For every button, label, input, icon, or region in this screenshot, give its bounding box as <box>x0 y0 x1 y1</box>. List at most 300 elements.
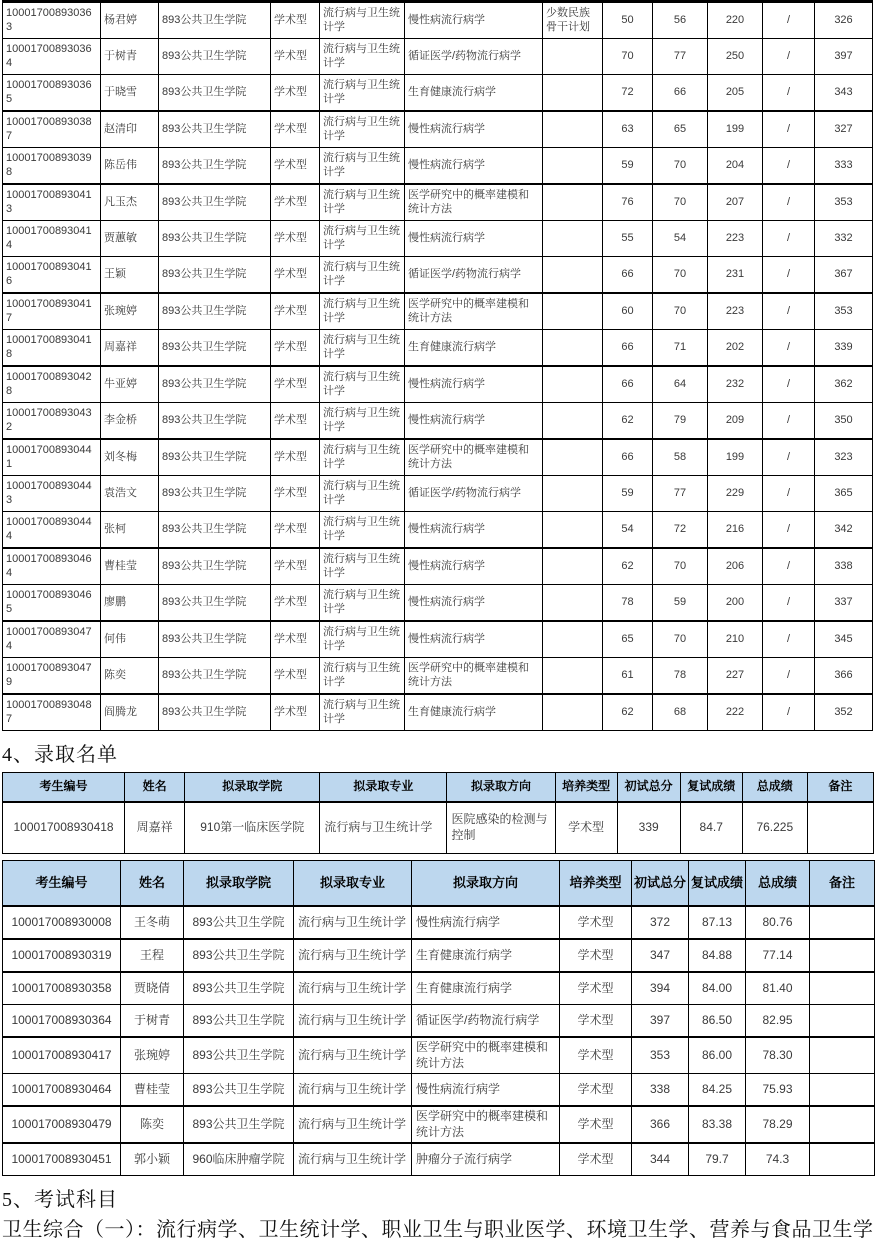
table-cell: 学术型 <box>560 906 632 939</box>
table-cell: 893公共卫生学院 <box>184 1037 294 1074</box>
table-cell: 231 <box>708 257 763 294</box>
table-cell: 流行病与卫生统计学 <box>320 75 405 112</box>
table-cell: 慢性病流行病学 <box>405 366 543 403</box>
table-cell: 张琬婷 <box>101 293 159 330</box>
column-header: 备注 <box>810 861 875 907</box>
table-cell: 学术型 <box>271 548 320 585</box>
table-cell: 80.76 <box>746 906 810 939</box>
table-cell: 362 <box>815 366 873 403</box>
table-cell: 79 <box>653 403 708 440</box>
table-cell: 71 <box>653 330 708 367</box>
table-cell: / <box>763 512 815 549</box>
table-cell: 学术型 <box>271 148 320 185</box>
table-cell: 893公共卫生学院 <box>184 972 294 1005</box>
table-cell <box>543 293 603 330</box>
section-title-exam-subjects: 5、考试科目 <box>2 1189 118 1212</box>
table-cell: 199 <box>708 439 763 476</box>
column-header: 培养类型 <box>560 861 632 907</box>
table-row <box>3 2 873 39</box>
table-row <box>3 585 873 622</box>
table-cell: 廖鹏 <box>101 585 159 622</box>
table-cell: 100017008930364 <box>3 1005 121 1038</box>
table-cell: 347 <box>632 939 689 972</box>
table-cell: 62 <box>603 548 653 585</box>
table-cell: 流行病与卫生统计学 <box>320 257 405 294</box>
table-cell: 893公共卫生学院 <box>159 512 271 549</box>
table-cell: 100017008930444 <box>3 512 101 549</box>
table-cell: 100017008930358 <box>3 972 121 1005</box>
table-cell: 流行病与卫生统计学 <box>294 1143 412 1176</box>
table-cell: 66 <box>603 257 653 294</box>
table-cell: 流行病与卫生统计学 <box>320 548 405 585</box>
table-cell: 流行病与卫生统计学 <box>320 802 447 854</box>
table-cell: 72 <box>603 75 653 112</box>
table-row <box>3 939 875 972</box>
table-cell: 893公共卫生学院 <box>159 548 271 585</box>
table-cell: 曹桂莹 <box>121 1074 184 1107</box>
table-cell: 慢性病流行病学 <box>405 512 543 549</box>
table-row <box>3 1005 875 1038</box>
table-cell: 100017008930414 <box>3 221 101 257</box>
table-cell: 63 <box>603 111 653 148</box>
table-cell: 学术型 <box>271 75 320 112</box>
column-header: 初试总分 <box>632 861 689 907</box>
table-cell: 204 <box>708 148 763 185</box>
admission-table-1 <box>2 772 874 854</box>
table-cell: 100017008930387 <box>3 111 101 148</box>
table-cell: / <box>763 694 815 731</box>
table-cell: 少数民族骨干计划 <box>543 2 603 39</box>
table-cell: / <box>763 39 815 75</box>
column-header: 考生编号 <box>3 861 121 907</box>
table-cell: 76.225 <box>742 802 807 854</box>
table-cell: 100017008930479 <box>3 658 101 695</box>
table-cell: 893公共卫生学院 <box>159 330 271 367</box>
table-cell: 循证医学/药物流行病学 <box>405 257 543 294</box>
table-cell: / <box>763 111 815 148</box>
table-cell: 345 <box>815 621 873 658</box>
table-cell: / <box>763 148 815 185</box>
table-cell <box>543 658 603 695</box>
table-cell: 72 <box>653 512 708 549</box>
exam-subjects-text: 卫生综合（一）：流行病学、卫生统计学、职业卫生与职业医学、环境卫生学、营养与食品卫生学 <box>2 1219 874 1242</box>
table-cell: 893公共卫生学院 <box>184 1005 294 1038</box>
table-cell: 流行病与卫生统计学 <box>320 148 405 185</box>
table-cell: 65 <box>603 621 653 658</box>
table-cell: 医学研究中的概率建模和统计方法 <box>405 184 543 221</box>
table-cell: 893公共卫生学院 <box>159 694 271 731</box>
table-cell <box>543 184 603 221</box>
table-cell: 893公共卫生学院 <box>159 366 271 403</box>
table-cell: 流行病与卫生统计学 <box>320 330 405 367</box>
table-row <box>3 366 873 403</box>
table-cell: 84.00 <box>689 972 746 1005</box>
table-cell: 70 <box>653 257 708 294</box>
table-cell: 学术型 <box>560 939 632 972</box>
table-cell: 56 <box>653 2 708 39</box>
table-cell: 338 <box>632 1074 689 1107</box>
table-cell: 流行病与卫生统计学 <box>320 658 405 695</box>
table-cell: 216 <box>708 512 763 549</box>
table-cell: 学术型 <box>560 1005 632 1038</box>
table-cell: 893公共卫生学院 <box>159 476 271 512</box>
column-header: 备注 <box>807 773 873 803</box>
table-cell <box>543 221 603 257</box>
column-header: 拟录取学院 <box>184 861 294 907</box>
table-cell: 87.13 <box>689 906 746 939</box>
table-cell: 61 <box>603 658 653 695</box>
table-cell: 66 <box>603 366 653 403</box>
table-cell <box>543 548 603 585</box>
table-cell: 循证医学/药物流行病学 <box>405 476 543 512</box>
table-cell: / <box>763 548 815 585</box>
table-cell: 肿瘤分子流行病学 <box>412 1143 560 1176</box>
table-cell: 学术型 <box>271 2 320 39</box>
table-cell <box>810 1074 875 1107</box>
table-cell: 209 <box>708 403 763 440</box>
table-cell: 54 <box>603 512 653 549</box>
table-cell: 牛亚婷 <box>101 366 159 403</box>
table-cell: 893公共卫生学院 <box>159 257 271 294</box>
table-cell: 100017008930008 <box>3 906 121 939</box>
table-cell: 326 <box>815 2 873 39</box>
table-cell: 82.95 <box>746 1005 810 1038</box>
table-cell: 66 <box>603 439 653 476</box>
table-cell: 生育健康流行病学 <box>412 939 560 972</box>
column-header: 总成绩 <box>742 773 807 803</box>
table-cell: 78 <box>653 658 708 695</box>
table-cell: 75.93 <box>746 1074 810 1107</box>
table-cell: / <box>763 330 815 367</box>
table-cell: / <box>763 366 815 403</box>
table-cell: 70 <box>653 184 708 221</box>
table-cell: 207 <box>708 184 763 221</box>
table-cell: 100017008930418 <box>3 802 125 854</box>
table-cell: 流行病与卫生统计学 <box>294 1037 412 1074</box>
table-cell: 372 <box>632 906 689 939</box>
table-cell: 医学研究中的概率建模和统计方法 <box>405 293 543 330</box>
table-cell: 342 <box>815 512 873 549</box>
table-cell: 893公共卫生学院 <box>184 939 294 972</box>
table-row <box>3 1143 875 1176</box>
table-row <box>3 439 873 476</box>
table-cell: 流行病与卫生统计学 <box>320 2 405 39</box>
table-cell: 100017008930365 <box>3 75 101 112</box>
table-cell: 339 <box>815 330 873 367</box>
column-header: 姓名 <box>121 861 184 907</box>
table-cell: 66 <box>653 75 708 112</box>
table-cell <box>543 366 603 403</box>
table-cell: 100017008930363 <box>3 2 101 39</box>
table-row <box>3 257 873 294</box>
table-cell: 100017008930441 <box>3 439 101 476</box>
table-cell: 70 <box>653 148 708 185</box>
table-row <box>3 221 873 257</box>
column-header: 拟录取方向 <box>412 861 560 907</box>
table-cell: 893公共卫生学院 <box>159 585 271 622</box>
table-cell: 397 <box>815 39 873 75</box>
table-cell: 353 <box>632 1037 689 1074</box>
table-row <box>3 621 873 658</box>
table-cell: 206 <box>708 548 763 585</box>
table-cell: / <box>763 293 815 330</box>
table-cell: 慢性病流行病学 <box>405 111 543 148</box>
table-cell: 81.40 <box>746 972 810 1005</box>
table-cell: 于树青 <box>101 39 159 75</box>
table-cell: 332 <box>815 221 873 257</box>
table-cell: 慢性病流行病学 <box>405 548 543 585</box>
table-row <box>3 802 874 854</box>
column-header: 拟录取专业 <box>294 861 412 907</box>
table-cell: 流行病与卫生统计学 <box>320 293 405 330</box>
table-cell: 周嘉祥 <box>125 802 185 854</box>
table-cell: 65 <box>653 111 708 148</box>
table-cell: 910第一临床医学院 <box>185 802 320 854</box>
table-cell: 397 <box>632 1005 689 1038</box>
table-cell: 74.3 <box>746 1143 810 1176</box>
table-cell: 893公共卫生学院 <box>159 184 271 221</box>
table-cell: / <box>763 658 815 695</box>
table-cell: 62 <box>603 403 653 440</box>
table-cell: 55 <box>603 221 653 257</box>
table-cell: 流行病与卫生统计学 <box>320 366 405 403</box>
table-cell: / <box>763 476 815 512</box>
table-cell: 338 <box>815 548 873 585</box>
table-cell: 学术型 <box>271 476 320 512</box>
table-row <box>3 972 875 1005</box>
table-cell: 394 <box>632 972 689 1005</box>
table-cell <box>543 257 603 294</box>
table-cell: 327 <box>815 111 873 148</box>
table-cell: / <box>763 2 815 39</box>
table-cell <box>543 476 603 512</box>
table-cell <box>543 694 603 731</box>
table-row <box>3 184 873 221</box>
table-cell <box>810 1037 875 1074</box>
table-cell: 于树青 <box>121 1005 184 1038</box>
table-cell: 王冬萌 <box>121 906 184 939</box>
table-cell: 郭小颖 <box>121 1143 184 1176</box>
table-cell: 100017008930443 <box>3 476 101 512</box>
table-cell: 王颖 <box>101 257 159 294</box>
table-row <box>3 330 873 367</box>
table-cell: 77 <box>653 476 708 512</box>
table-cell: 202 <box>708 330 763 367</box>
table-cell: 医院感染的检测与控制 <box>447 802 555 854</box>
table-cell: 流行病与卫生统计学 <box>320 403 405 440</box>
table-row <box>3 906 875 939</box>
table-cell: 于晓雪 <box>101 75 159 112</box>
table-cell: 刘冬梅 <box>101 439 159 476</box>
column-header: 复试成绩 <box>680 773 742 803</box>
table-cell: 学术型 <box>271 694 320 731</box>
table-row <box>3 75 873 112</box>
table-cell: 344 <box>632 1143 689 1176</box>
table-cell: 慢性病流行病学 <box>405 403 543 440</box>
table-cell: 339 <box>617 802 680 854</box>
table-row <box>3 512 873 549</box>
table-row <box>3 1106 875 1143</box>
table-cell: 893公共卫生学院 <box>159 658 271 695</box>
table-cell: 100017008930418 <box>3 330 101 367</box>
table-cell: 59 <box>603 476 653 512</box>
table-cell: 333 <box>815 148 873 185</box>
table-cell: 960临床肿瘤学院 <box>184 1143 294 1176</box>
table-cell: 慢性病流行病学 <box>405 621 543 658</box>
table-cell: 100017008930464 <box>3 548 101 585</box>
table-cell: 流行病与卫生统计学 <box>320 694 405 731</box>
table-cell: 893公共卫生学院 <box>184 1106 294 1143</box>
table-cell: 流行病与卫生统计学 <box>320 221 405 257</box>
table-cell: 223 <box>708 221 763 257</box>
column-header: 总成绩 <box>746 861 810 907</box>
table-cell: 100017008930416 <box>3 257 101 294</box>
table-cell <box>810 1143 875 1176</box>
table-row <box>3 476 873 512</box>
table-cell: 医学研究中的概率建模和统计方法 <box>412 1106 560 1143</box>
table-cell: 60 <box>603 293 653 330</box>
table-cell: 学术型 <box>271 221 320 257</box>
table-cell: 100017008930432 <box>3 403 101 440</box>
table-cell: / <box>763 621 815 658</box>
table-cell: 流行病与卫生统计学 <box>320 39 405 75</box>
table-cell: / <box>763 184 815 221</box>
table-cell: 学术型 <box>271 585 320 622</box>
table-cell: 100017008930451 <box>3 1143 121 1176</box>
table-cell: 76 <box>603 184 653 221</box>
table-cell: 学术型 <box>555 802 617 854</box>
table-cell: 学术型 <box>560 1074 632 1107</box>
table-cell: 何伟 <box>101 621 159 658</box>
table-cell: 生育健康流行病学 <box>405 75 543 112</box>
table-cell: 84.25 <box>689 1074 746 1107</box>
table-cell: 84.7 <box>680 802 742 854</box>
table-cell: 78 <box>603 585 653 622</box>
admission-table-2 <box>2 860 875 1176</box>
table-cell: 陈奕 <box>101 658 159 695</box>
table-row <box>3 293 873 330</box>
table-cell: 流行病与卫生统计学 <box>320 476 405 512</box>
table-cell: 学术型 <box>560 1037 632 1074</box>
table-cell: 贾晓倩 <box>121 972 184 1005</box>
table-cell: 70 <box>653 293 708 330</box>
table-cell: 54 <box>653 221 708 257</box>
table-cell: 337 <box>815 585 873 622</box>
table-cell: 学术型 <box>560 972 632 1005</box>
table-cell: 100017008930487 <box>3 694 101 731</box>
table-cell: 250 <box>708 39 763 75</box>
table-row <box>3 403 873 440</box>
table-header-row <box>3 773 874 803</box>
table-cell: 86.00 <box>689 1037 746 1074</box>
column-header: 初试总分 <box>617 773 680 803</box>
table-cell <box>543 330 603 367</box>
table-cell: 流行病与卫生统计学 <box>320 621 405 658</box>
table-cell: 杨君婷 <box>101 2 159 39</box>
table-cell: 77.14 <box>746 939 810 972</box>
table-cell: 70 <box>603 39 653 75</box>
table-cell: 223 <box>708 293 763 330</box>
table-cell: / <box>763 403 815 440</box>
table-cell: 79.7 <box>689 1143 746 1176</box>
table-row <box>3 39 873 75</box>
table-cell: 68 <box>653 694 708 731</box>
table-cell <box>807 802 873 854</box>
table-cell: 205 <box>708 75 763 112</box>
table-cell: 366 <box>815 658 873 695</box>
table-cell: 学术型 <box>271 39 320 75</box>
table-row <box>3 111 873 148</box>
table-cell: 流行病与卫生统计学 <box>320 184 405 221</box>
table-cell: 220 <box>708 2 763 39</box>
candidate-score-table <box>2 0 873 731</box>
table-cell <box>543 39 603 75</box>
table-cell: 100017008930364 <box>3 39 101 75</box>
table-cell: 生育健康流行病学 <box>412 972 560 1005</box>
table-cell: 慢性病流行病学 <box>412 1074 560 1107</box>
table-cell: 70 <box>653 621 708 658</box>
table-cell: 64 <box>653 366 708 403</box>
table-cell: 100017008930417 <box>3 293 101 330</box>
table-cell: 83.38 <box>689 1106 746 1143</box>
table-cell: 367 <box>815 257 873 294</box>
table-cell: 流行病与卫生统计学 <box>320 439 405 476</box>
table-cell: / <box>763 257 815 294</box>
table-cell: 流行病与卫生统计学 <box>320 111 405 148</box>
table-cell: 366 <box>632 1106 689 1143</box>
table-cell: 59 <box>653 585 708 622</box>
table-cell: 353 <box>815 293 873 330</box>
table-cell: 生育健康流行病学 <box>405 330 543 367</box>
table-cell: 循证医学/药物流行病学 <box>405 39 543 75</box>
table-row <box>3 1037 875 1074</box>
table-cell: 学术型 <box>560 1143 632 1176</box>
table-cell: 流行病与卫生统计学 <box>320 512 405 549</box>
column-header: 拟录取学院 <box>185 773 320 803</box>
table-cell: 学术型 <box>271 330 320 367</box>
table-cell: 893公共卫生学院 <box>159 221 271 257</box>
table-cell: 222 <box>708 694 763 731</box>
table-cell: 学术型 <box>271 403 320 440</box>
column-header: 培养类型 <box>555 773 617 803</box>
table-cell <box>543 512 603 549</box>
column-header: 拟录取方向 <box>447 773 555 803</box>
table-cell: / <box>763 75 815 112</box>
column-header: 拟录取专业 <box>320 773 447 803</box>
table-cell: 慢性病流行病学 <box>405 221 543 257</box>
table-cell: 张柯 <box>101 512 159 549</box>
table-cell <box>810 972 875 1005</box>
table-cell: 张琬婷 <box>121 1037 184 1074</box>
table-cell: 84.88 <box>689 939 746 972</box>
table-cell: 袁浩文 <box>101 476 159 512</box>
table-cell: 学术型 <box>560 1106 632 1143</box>
table-cell: 医学研究中的概率建模和统计方法 <box>405 658 543 695</box>
table-cell: 100017008930465 <box>3 585 101 622</box>
table-cell <box>543 439 603 476</box>
table-cell: 70 <box>653 548 708 585</box>
table-row <box>3 1074 875 1107</box>
table-cell: 慢性病流行病学 <box>405 148 543 185</box>
table-cell: 893公共卫生学院 <box>159 39 271 75</box>
table-cell <box>543 111 603 148</box>
table-cell: 78.29 <box>746 1106 810 1143</box>
table-cell: 凡玉杰 <box>101 184 159 221</box>
table-cell: 循证医学/药物流行病学 <box>412 1005 560 1038</box>
table-cell: 232 <box>708 366 763 403</box>
table-cell: 流行病与卫生统计学 <box>294 906 412 939</box>
table-row <box>3 694 873 731</box>
